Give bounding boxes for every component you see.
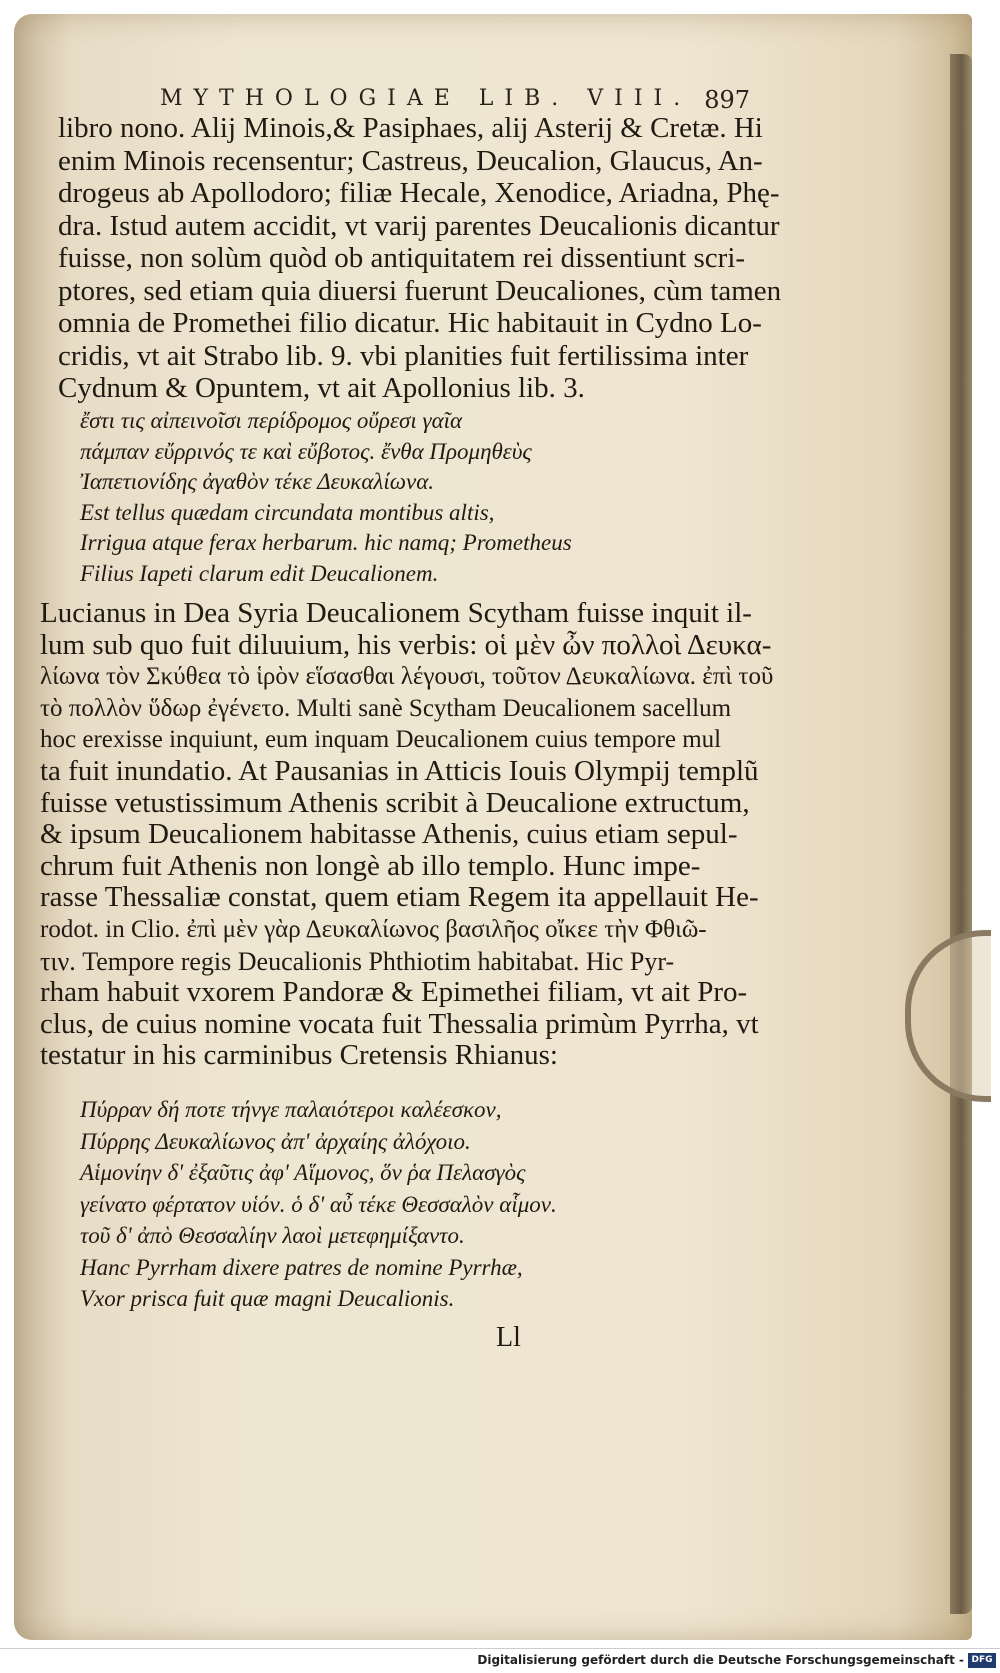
text-line: lum sub quo fuit diluuium, his verbis: οἱ μὲν ὦν πολλοὶ Δευκα-	[40, 628, 772, 661]
verse-line: Est tellus quædam circundata montibus altis,	[80, 499, 495, 525]
text-line: omnia de Promethei filio dicatur. Hic habitauit in Cydno Lo-	[58, 307, 762, 339]
verse-line: Πύρραν δή ποτε τήνγε παλαιότεροι καλέεσκον,	[80, 1097, 502, 1122]
verse-line: Αἱμονίην δ' ἐξαῦτις ἀφ' Αἵμονος, ὅν ῥα Πελασγὸς	[80, 1160, 526, 1185]
text-line: hoc erexisse inquiunt, eum inquam Deucalionem cuius tempore mul	[40, 726, 722, 754]
verse-line: γείνατο φέρτατον υἱόν. ὁ δ' αὖ τέκε Θεσσαλὸν αἷμον.	[80, 1191, 557, 1217]
signature-mark: Ll	[496, 1322, 521, 1353]
text-line: rasse Thessaliæ constat, quem etiam Regem ita appellauit He-	[40, 881, 759, 914]
verse-line: Vxor prisca fuit quæ magni Deucalionis.	[80, 1286, 455, 1311]
text-line: fuisse vetustissimum Athenis scribit à Deucalione extructum,	[40, 786, 750, 819]
text-line: Cydnum & Opuntem, vt ait Apollonius lib. 3.	[58, 372, 585, 404]
text-line: enim Minois recensentur; Castreus, Deucalion, Glaucus, An-	[58, 144, 763, 177]
verse-quotation-2	[80, 1094, 557, 1315]
text-line: λίωνα τὸν Σκύθεα τὸ ἱρὸν εἵσασθαι λέγουσι, τοῦτον Δευκαλίωνα. ἐπὶ τοῦ	[40, 663, 774, 691]
funding-credit: Digitalisierung gefördert durch die Deutsche Forschungsgemeinschaft -	[477, 1653, 964, 1667]
verse-line: Filius Iapeti clarum edit Deucalionem.	[80, 560, 439, 586]
verse-quotation-1	[80, 406, 572, 589]
verse-line: πάμπαν εὔρρινός τε καὶ εὔβοτος. ἔνθα Προμηθεὺς	[80, 438, 532, 464]
text-line: clus, de cuius nomine vocata fuit Thessalia primùm Pyrrha, vt	[40, 1007, 759, 1040]
text-line: τιν. Tempore regis Deucalionis Phthiotim habitabat. Hic Pyr-	[40, 946, 675, 976]
text-line: & ipsum Deucalionem habitasse Athenis, cuius etiam sepul-	[40, 818, 738, 851]
text-line: rodot. in Clio. ἐπὶ μὲν γὰρ Δευκαλίωνος βασιλῆος οἴκεε τὴν Φθιῶ-	[40, 915, 707, 943]
text-line: Lucianus in Dea Syria Deucalionem Scytham fuisse inquit il-	[40, 597, 752, 629]
text-line: dra. Istud autem accidit, vt varij parentes Deucalionis dicantur	[58, 209, 780, 242]
text-line: τὸ πολλὸν ὕδωρ ἐγένετο. Multi sanè Scytham Deucalionem sacellum	[40, 694, 732, 722]
digitization-footer	[0, 1648, 1000, 1673]
text-line: testatur in his carminibus Cretensis Rhianus:	[40, 1039, 558, 1072]
text-line: chrum fuit Athenis non longè ab illo templo. Hunc impe-	[40, 849, 701, 882]
text-line: drogeus ab Apollodoro; filiæ Hecale, Xenodice, Ariadna, Phę-	[58, 177, 780, 209]
page-edge	[950, 54, 972, 1614]
verse-line: Πύρρης Δευκαλίωνος ἀπ' ἀρχαίης ἀλόχοιο.	[80, 1128, 471, 1154]
body-paragraph-2	[40, 598, 773, 1072]
text-line: ta fuit inundatio. At Pausanias in Atticis Iouis Olympij templũ	[40, 754, 759, 787]
text-line: ptores, sed etiam quia diuersi fuerunt Deucaliones, cùm tamen	[58, 274, 782, 307]
verse-line: τοῦ δ' ἀπὸ Θεσσαλίην λαοὶ μετεφημίξαντο.	[80, 1223, 465, 1248]
body-paragraph-1	[58, 112, 781, 405]
verse-line: Hanc Pyrrham dixere patres de nomine Pyrrhæ,	[80, 1254, 523, 1280]
page-number: 897	[704, 86, 750, 114]
running-title: MYTHOLOGIAE LIB. VIII.	[160, 86, 692, 111]
verse-line: Ἰαπετιονίδης ἀγαθὸν τέκε Δευκαλίωνα.	[80, 469, 435, 494]
verse-line: ἔστι τις αἰπεινοῖσι περίδρομος οὔρεσι γαῖα	[80, 408, 463, 433]
text-line: fuisse, non solùm quòd ob antiquitatem rei dissentiunt scri-	[58, 242, 746, 274]
text-line: rham habuit vxorem Pandoræ & Epimethei filiam, vt ait Pro-	[40, 976, 748, 1009]
verse-line: Irrigua atque ferax herbarum. hic namq; Prometheus	[80, 530, 572, 555]
dfg-logo: DFG	[968, 1653, 996, 1668]
text-line: libro nono. Alij Minois,& Pasiphaes, alij Asterij & Cretæ. Hi	[58, 112, 763, 144]
text-line: cridis, vt ait Strabo lib. 9. vbi planities fuit fertilissima inter	[58, 339, 749, 372]
